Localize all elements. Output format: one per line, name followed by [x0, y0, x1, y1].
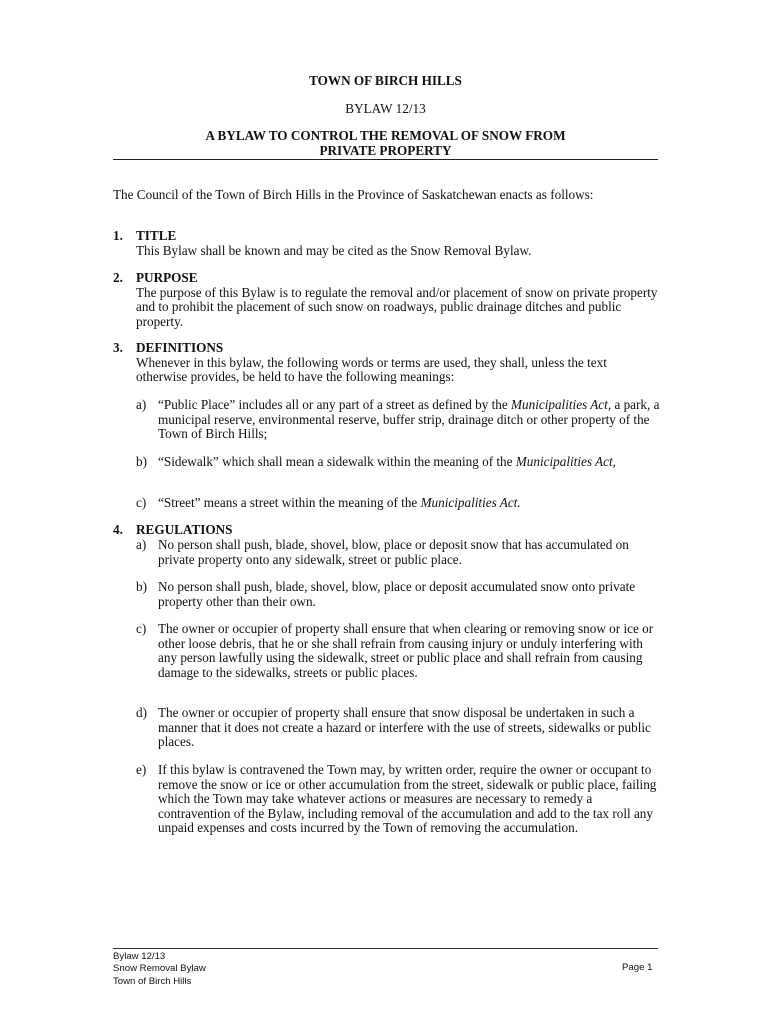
footer-bylaw-name: Snow Removal Bylaw — [113, 963, 206, 975]
regulation-item — [136, 763, 661, 836]
item-text-italic: Municipalities Act. — [420, 495, 521, 510]
section-number: 3. — [113, 340, 123, 355]
item-text-part: a park, a municipal reserve, environmental reserve, buffer strip, drainage ditch or other property of the Town of Birch Hills; — [158, 397, 660, 442]
section-number: 4. — [113, 522, 123, 537]
section-number: 1. — [113, 228, 123, 243]
item-label: c) — [136, 621, 147, 636]
item-label: b) — [136, 454, 147, 469]
section-regulations — [113, 523, 661, 538]
item-text-italic: Municipalities Act, — [511, 397, 612, 412]
section-body: Whenever in this bylaw, the following words or terms are used, they shall, unless the text otherwise provides, be held to have the following meanings: — [136, 354, 607, 385]
item-text: The owner or occupier of property shall ensure that snow disposal be undertaken in such a manner that it does not create a hazard or interfere with the use of streets, sidewalks or public places. — [158, 705, 651, 750]
title-rule — [113, 159, 658, 160]
section-title — [113, 229, 661, 258]
item-text-part: “Sidewalk” which shall mean a sidewalk within the meaning of the — [158, 454, 516, 469]
item-text-italic: Municipalities Act, — [515, 454, 616, 469]
section-definitions — [113, 341, 661, 385]
section-body: This Bylaw shall be known and may be cited as the Snow Removal Bylaw. — [136, 242, 532, 258]
section-heading-text: REGULATIONS — [136, 522, 233, 537]
item-text: The owner or occupier of property shall ensure that when clearing or removing snow or ice or other loose debris, that he or she shall refrain from causing injury or unduly interfering with any person lawfully using the sidewalk, street or public place and shall refrain from causing damage to the sidewalks, streets or public places. — [158, 621, 654, 680]
section-heading — [113, 271, 661, 286]
section-body: The purpose of this Bylaw is to regulate the removal and/or placement of snow on private property and to prohibit the placement of such snow on roadways, public drainage ditches and public property. — [136, 284, 658, 329]
section-purpose — [113, 271, 661, 329]
footer-rule — [113, 948, 658, 949]
item-label: c) — [136, 495, 147, 510]
item-text-part: “Public Place” includes all or any part of a street as defined by the — [158, 397, 512, 412]
section-heading — [113, 523, 661, 538]
regulation-item — [136, 706, 661, 750]
page-number: Page 1 — [622, 962, 653, 973]
section-number: 2. — [113, 270, 123, 285]
item-text — [136, 455, 661, 470]
definition-item — [136, 496, 661, 511]
footer-block — [113, 951, 206, 988]
bylaw-title-line1: A BYLAW TO CONTROL THE REMOVAL OF SNOW FROM — [205, 128, 566, 143]
regulation-item — [136, 538, 661, 567]
section-heading-text: DEFINITIONS — [136, 340, 224, 355]
town-heading: TOWN OF BIRCH HILLS — [309, 73, 462, 88]
item-text — [136, 496, 661, 511]
section-heading — [113, 341, 661, 356]
bylaw-number: BYLAW 12/13 — [345, 101, 426, 116]
item-label: d) — [136, 705, 147, 720]
item-text — [136, 398, 661, 442]
footer-bylaw-number: Bylaw 12/13 — [113, 951, 166, 962]
section-heading — [113, 229, 661, 244]
intro-paragraph — [113, 188, 661, 203]
regulation-item — [136, 580, 661, 609]
item-text: No person shall push, blade, shovel, blow, place or deposit snow that has accumulated on private property onto any sidewalk, street or public place. — [158, 537, 629, 567]
item-label: e) — [136, 762, 147, 777]
item-text: No person shall push, blade, shovel, blow, place or deposit accumulated snow onto private property other than their own. — [158, 579, 636, 609]
definition-item — [136, 398, 661, 442]
section-heading-text: TITLE — [136, 228, 177, 243]
item-label: b) — [136, 579, 147, 594]
bylaw-title-line2: PRIVATE PROPERTY — [319, 143, 452, 158]
section-heading-text: PURPOSE — [136, 270, 198, 285]
intro-text: The Council of the Town of Birch Hills in the Province of Saskatchewan enacts as follows: — [113, 187, 594, 202]
item-label: a) — [136, 537, 147, 552]
item-text: If this bylaw is contravened the Town may, by written order, require the owner or occupant to remove the snow or ice or other accumulation from the street, sidewalk or public place, failing which the Town may take whatever actions or measures are necessary to remedy a contravention of the Bylaw, including removal of the accumulation and add to the tax roll any unpaid expenses and costs incurred by the Town of removing the accumulation. — [158, 762, 657, 836]
item-text-part: “Street” means a street within the meaning of the — [158, 495, 421, 510]
item-label: a) — [136, 397, 147, 412]
footer-town-name: Town of Birch Hills — [113, 975, 192, 987]
definition-item — [136, 455, 661, 470]
regulation-item — [136, 622, 661, 680]
